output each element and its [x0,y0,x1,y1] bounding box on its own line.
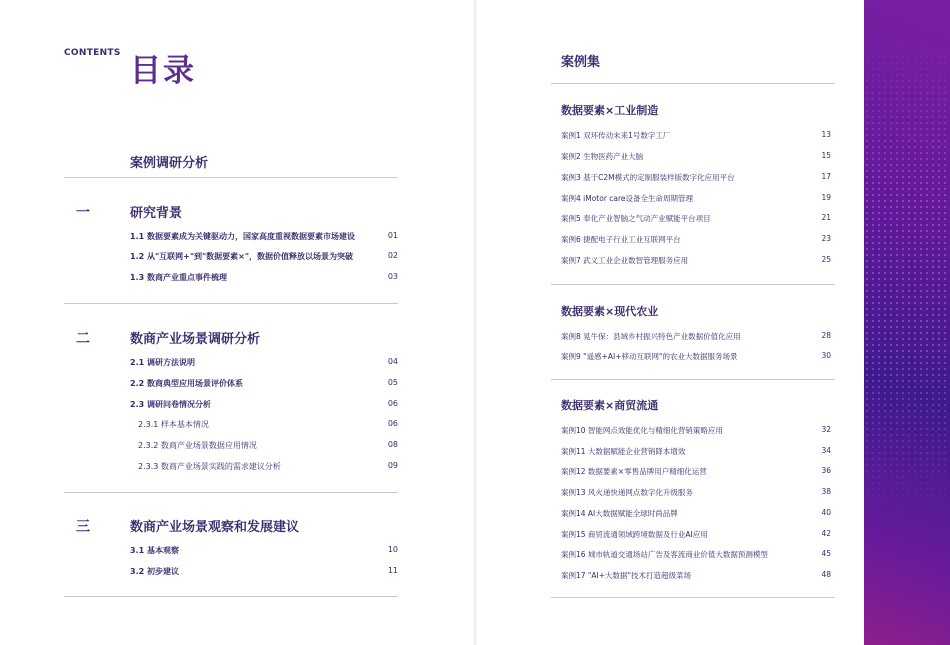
toc-entry-page: 10 [387,545,398,554]
toc-entry[interactable] [130,378,398,392]
case-entry[interactable] [561,529,831,543]
case-entry[interactable] [561,570,831,584]
case-entry-text: 案例3 基于C2M模式的定制服装样版数字化应用平台 [561,173,735,182]
divider [64,303,398,304]
case-entry[interactable] [561,508,831,522]
case-entry[interactable] [561,351,831,365]
toc-entry-text: 2.1 调研方法说明 [130,358,195,367]
divider [551,597,835,598]
toc-entry-text: 2.3.1 样本基本情况 [138,420,209,429]
case-entry[interactable] [561,255,831,269]
case-entry-page: 48 [821,570,831,579]
divider [551,379,835,380]
case-entry[interactable] [561,172,831,186]
toc-entry[interactable] [130,272,398,286]
section-number: 二 [76,331,90,347]
toc-entry-text: 1.1 数据要素成为关键驱动力，国家高度重视数据要素市场建设 [130,232,355,241]
dot-pattern [864,0,950,645]
case-entry-text: 案例15 商贸流通领域跨境数据及行业AI应用 [561,530,708,539]
case-entry-text: 案例10 智能网点效能优化与精细化营销策略应用 [561,426,723,435]
case-entry-page: 28 [821,331,831,340]
case-entry-text: 案例13 风火递快递网点数字化升级服务 [561,488,693,497]
case-collection-heading: 案例集 [561,55,601,70]
divider [551,284,835,285]
toc-subentry[interactable] [130,419,398,433]
toc-entry-page: 06 [387,399,398,408]
case-entry-text: 案例5 奉化产业智脑之气动产业赋能平台项目 [561,214,711,223]
toc-entry[interactable] [130,399,398,413]
case-entry[interactable] [561,466,831,480]
case-entry[interactable] [561,213,831,227]
case-entry-page: 25 [821,255,831,264]
section-title: 数商产业场景调研分析 [130,332,261,347]
decorative-gradient-band [864,0,950,645]
case-entry-text: 案例16 城市轨道交通场站广告及客流商业价值大数据预测模型 [561,550,768,559]
toc-entry-page: 03 [387,272,398,281]
case-entry-page: 34 [821,446,831,455]
toc-subentry[interactable] [130,440,398,454]
toc-entry-page: 04 [387,357,398,366]
case-entry-page: 42 [821,529,831,538]
case-entry[interactable] [561,331,831,345]
toc-entry-text: 2.3 调研问卷情况分析 [130,400,211,409]
left-heading: 案例调研分析 [130,156,209,171]
case-entry[interactable] [561,193,831,207]
case-entry-text: 案例14 AI大数据赋能全球时尚品牌 [561,509,678,518]
category-title: 数据要素×现代农业 [561,305,659,318]
toc-entry-text: 2.3.2 数商产业场景数据应用情况 [138,441,257,450]
toc-entry[interactable] [130,231,398,245]
toc-entry-page: 01 [387,231,398,240]
case-entry-page: 19 [821,193,831,202]
toc-entry[interactable] [130,251,398,265]
case-entry-page: 38 [821,487,831,496]
toc-title: 目录 [130,53,196,89]
case-entry-page: 45 [821,549,831,558]
toc-entry-text: 3.1 基本观察 [130,546,179,555]
toc-entry[interactable] [130,545,398,559]
case-entry-text: 案例9 "遥感+AI+移动互联网"的农业大数据服务场景 [561,352,738,361]
divider [64,492,398,493]
case-entry-text: 案例4 iMotor care设备全生命周期管理 [561,194,694,203]
case-entry-page: 30 [821,351,831,360]
case-entry[interactable] [561,234,831,248]
toc-entry-text: 2.2 数商典型应用场景评价体系 [130,379,243,388]
case-entry-page: 40 [821,508,831,517]
toc-entry[interactable] [130,357,398,371]
toc-entry-page: 08 [387,440,398,449]
case-entry-text: 案例17 "AI+大数据"技术打造超级菜场 [561,571,691,580]
case-entry-text: 案例11 大数据赋能企业营销降本增效 [561,447,686,456]
case-entry-page: 21 [821,213,831,222]
case-entry-text: 案例8 晃牛保：县域乡村振兴特色产业数据价值化应用 [561,332,741,341]
case-entry-page: 23 [821,234,831,243]
case-entry[interactable] [561,130,831,144]
toc-entry-page: 09 [387,461,398,470]
toc-subentry[interactable] [130,461,398,475]
case-entry-text: 案例12 数据要素×零售品牌用户精细化运营 [561,467,707,476]
case-entry[interactable] [561,487,831,501]
case-entry[interactable] [561,425,831,439]
case-entry-page: 36 [821,466,831,475]
section-title: 研究背景 [130,206,183,221]
toc-entry-page: 05 [387,378,398,387]
category-title: 数据要素×工业制造 [561,104,659,117]
divider [64,596,398,597]
toc-entry-page: 06 [387,419,398,428]
category-title: 数据要素×商贸流通 [561,399,659,412]
case-entry-page: 32 [821,425,831,434]
divider [64,177,398,178]
case-entry-text: 案例7 武义工业企业数智管理服务应用 [561,256,689,265]
section-number: 三 [76,519,90,535]
case-entry[interactable] [561,446,831,460]
toc-entry-page: 11 [387,566,398,575]
toc-entry-page: 02 [387,251,398,260]
case-entry-page: 13 [821,130,831,139]
case-entry-text: 案例2 生物医药产业大脑 [561,152,644,161]
toc-entry-text: 1.3 数商产业重点事件梳理 [130,273,227,282]
case-entry-page: 17 [821,172,831,181]
toc-entry-text: 2.3.3 数商产业场景实践的需求建议分析 [138,462,281,471]
toc-entry[interactable] [130,566,398,580]
case-entry[interactable] [561,549,831,563]
section-title: 数商产业场景观察和发展建议 [130,520,300,535]
toc-entry-text: 1.2 从"互联网+"到"数据要素×"，数据价值释放以场景为突破 [130,252,354,261]
case-entry[interactable] [561,151,831,165]
contents-label: CONTENTS [64,48,121,58]
case-entry-page: 15 [821,151,831,160]
case-entry-text: 案例6 捷配电子行业工业互联网平台 [561,235,681,244]
section-number: 一 [76,205,90,221]
case-entry-text: 案例1 双环传动未来1号数字工厂 [561,131,671,140]
toc-entry-text: 3.2 初步建议 [130,567,179,576]
divider [551,83,835,84]
